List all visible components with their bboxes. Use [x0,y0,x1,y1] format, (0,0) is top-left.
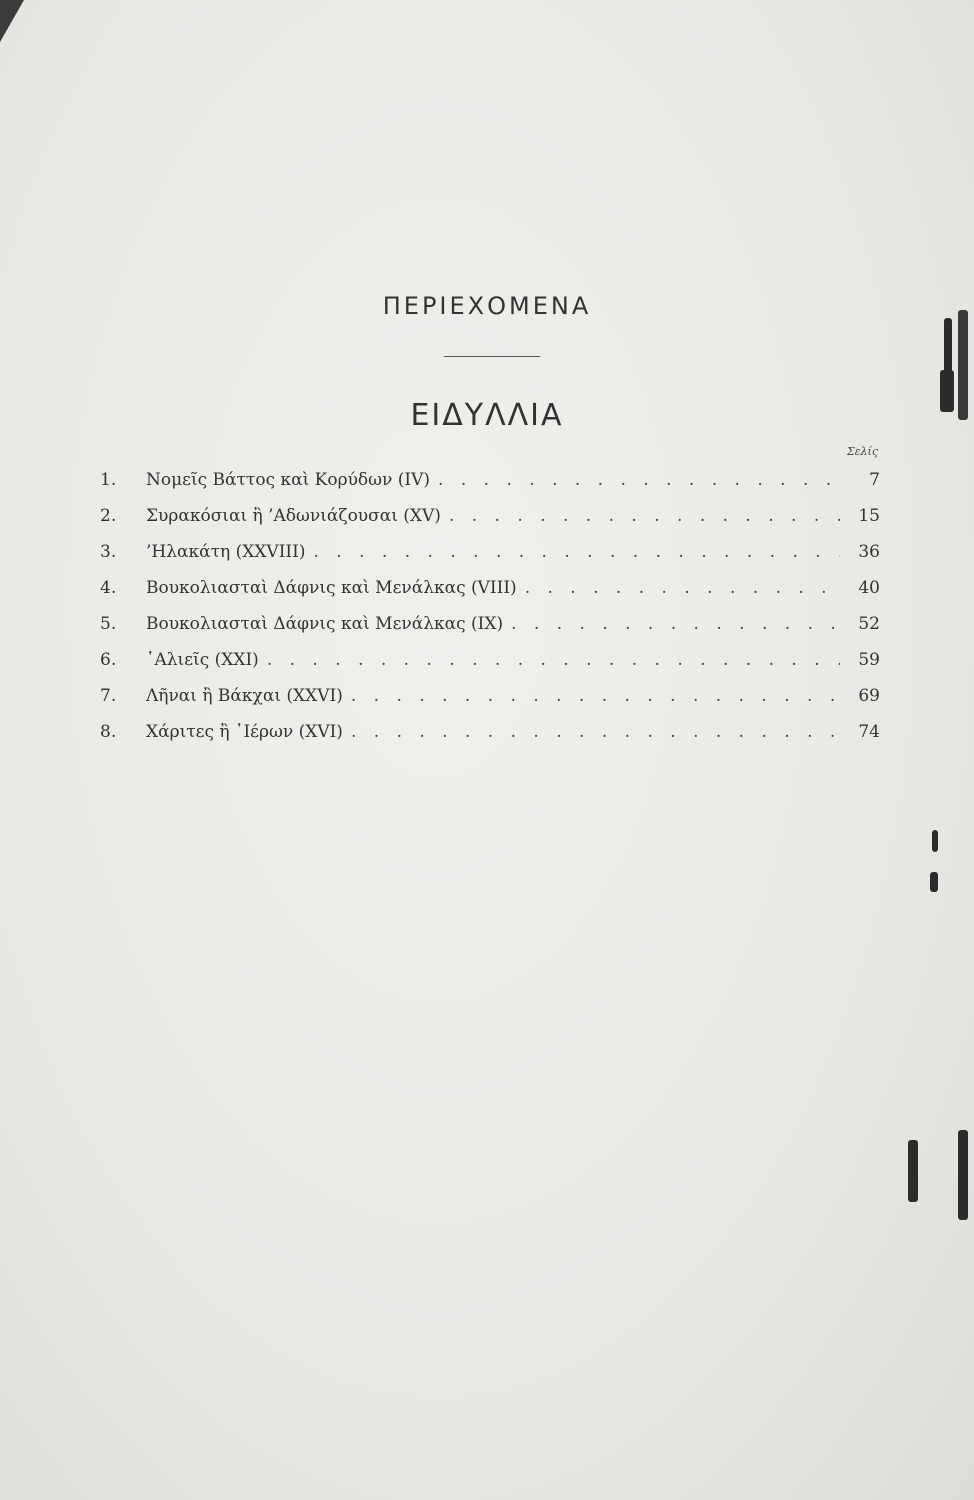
edge-mark [908,1140,918,1202]
entry-page: 59 [858,650,880,670]
toc-entry [100,686,880,722]
entry-title: Βουκολιασταὶ Δάφνις καὶ Μενάλκας (IX) [146,614,504,634]
edge-mark [932,830,938,852]
entry-title: ’Ηλακάτη (XXVIII) [146,542,306,562]
edge-mark [930,872,938,892]
toc-entry [100,614,880,650]
entry-page: 69 [858,686,880,706]
entry-number: 6. [100,650,117,670]
toc-entry [100,470,880,506]
entry-title: Συρακόσιαι ἢ ’Αδωνιάζουσαι (XV) [146,506,441,526]
page-title: ΠΕΡΙΕΧΟΜΕΝΑ [382,292,592,320]
toc-entry [100,578,880,614]
entry-title: Νομεῖς Βάττος καὶ Κορύδων (IV) [146,470,431,490]
dot-leader [441,506,840,526]
entry-number: 3. [100,542,117,562]
dot-leader [259,650,840,670]
toc-entry [100,542,880,578]
dot-leader [517,578,840,598]
entry-page: 52 [858,614,880,634]
entry-page: 36 [858,542,880,562]
page-column-label: Σελίς [846,445,878,458]
table-of-contents [100,470,880,758]
toc-entry [100,506,880,542]
entry-page: 7 [869,470,880,490]
entry-title: Βουκολιασταὶ Δάφνις καὶ Μενάλκας (VIII) [146,578,517,598]
entry-number: 2. [100,506,117,526]
entry-number: 4. [100,578,117,598]
corner-fold [0,0,24,42]
dot-leader [430,470,840,490]
entry-title: ῾Αλιεῖς (XXI) [146,650,259,670]
dot-leader [503,614,840,634]
entry-title: Λῆναι ἢ Βάκχαι (XXVI) [146,686,343,706]
entry-number: 1. [100,470,117,490]
title-divider [444,356,540,357]
toc-entry [100,650,880,686]
entry-page: 15 [858,506,880,526]
edge-mark [958,1130,968,1220]
entry-page: 40 [858,578,880,598]
entry-title: Χάριτες ἢ ῾Ιέρων (XVI) [146,722,343,742]
entry-number: 5. [100,614,117,634]
dot-leader [343,722,840,742]
section-heading: ΕΙΔΥΛΛΙΑ [410,398,564,433]
dot-leader [343,686,840,706]
entry-number: 8. [100,722,117,742]
entry-page: 74 [858,722,880,742]
entry-number: 7. [100,686,117,706]
dot-leader [305,542,840,562]
toc-entry [100,722,880,758]
